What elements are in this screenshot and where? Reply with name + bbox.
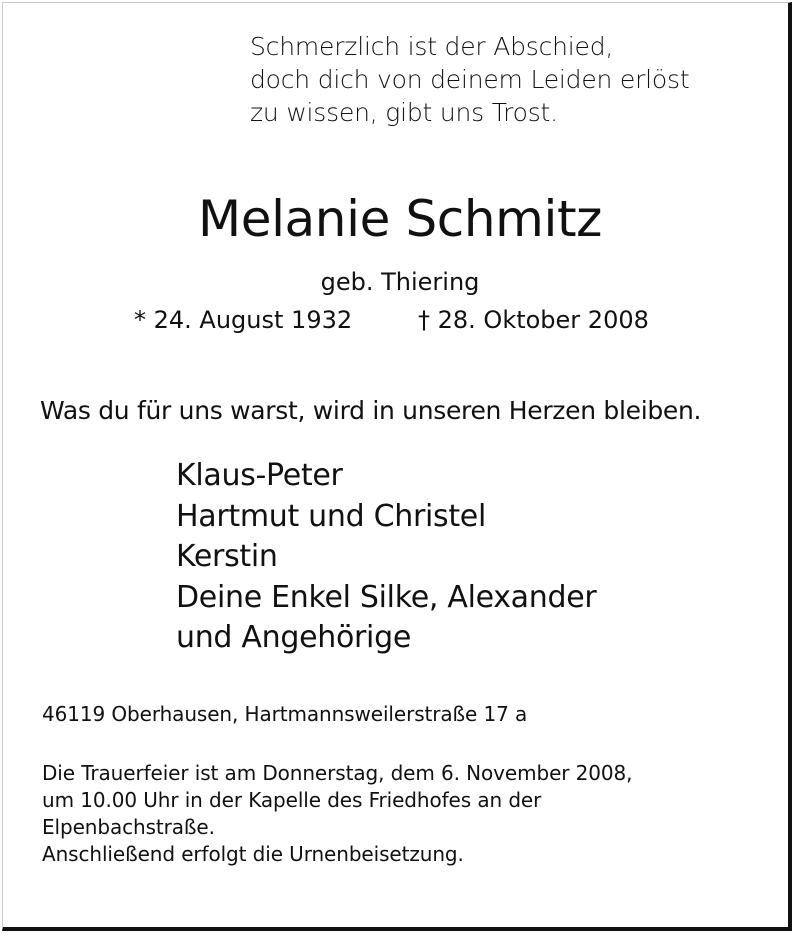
deceased-name: Melanie Schmitz bbox=[197, 190, 603, 248]
mourner-entry: Klaus-Peter bbox=[176, 458, 343, 493]
birth-name: geb. Thiering bbox=[320, 268, 480, 296]
mourner-entry: und Angehörige bbox=[176, 620, 411, 655]
service-line: Die Trauerfeier ist am Donnerstag, dem 6. November 2008, bbox=[42, 761, 633, 785]
mourners-list bbox=[176, 456, 596, 659]
mourner-entry: Kerstin bbox=[176, 539, 278, 574]
funeral-service-info bbox=[42, 760, 632, 868]
service-line: Elpenbachstraße. bbox=[42, 815, 215, 839]
service-line: Anschließend erfolgt die Urnenbeisetzung. bbox=[42, 842, 464, 866]
birth-date: * 24. August 1932 bbox=[134, 306, 353, 334]
service-line: um 10.00 Uhr in der Kapelle des Friedhofes an der bbox=[42, 788, 542, 812]
motto-line: zu wissen, gibt uns Trost. bbox=[250, 98, 558, 127]
tribute-line: Was du für uns warst, wird in unseren Herzen bleiben. bbox=[40, 396, 702, 425]
mourner-entry: Deine Enkel Silke, Alexander bbox=[176, 579, 597, 615]
death-date: † 28. Oktober 2008 bbox=[418, 306, 649, 334]
motto-verse bbox=[250, 30, 689, 129]
family-address: 46119 Oberhausen, Hartmannsweilerstraße 17 a bbox=[42, 702, 528, 726]
mourner-entry: Hartmut und Christel bbox=[176, 498, 486, 534]
motto-line: Schmerzlich ist der Abschied, bbox=[250, 32, 614, 61]
motto-line: doch dich von deinem Leiden erlöst bbox=[250, 65, 690, 94]
